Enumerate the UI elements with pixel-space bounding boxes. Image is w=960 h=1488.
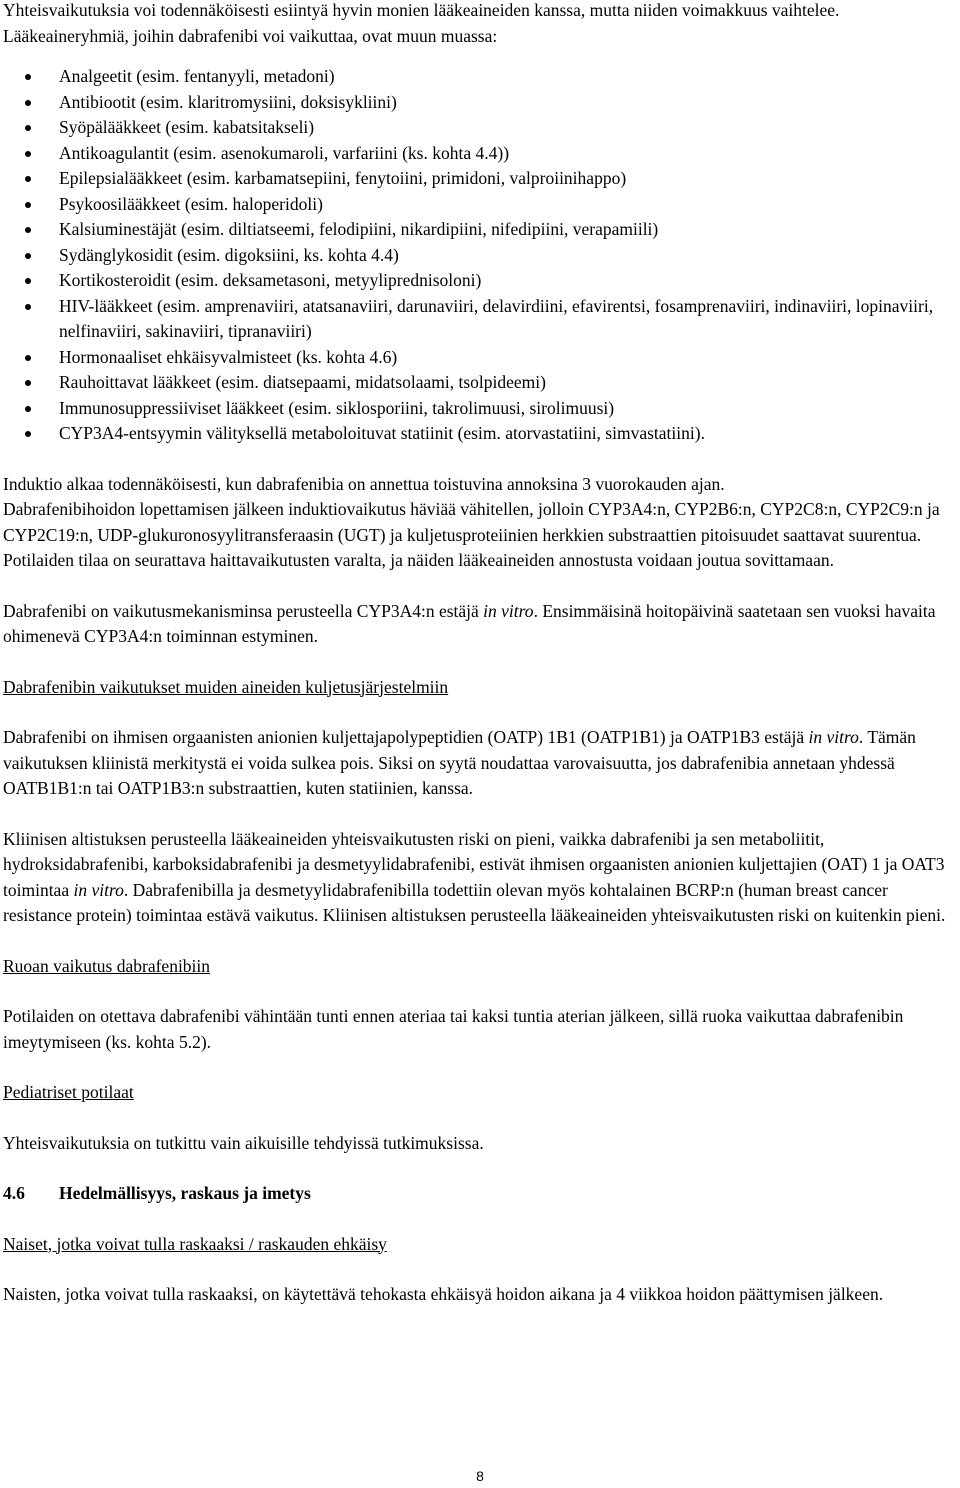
drug-group-item: Kalsiuminestäjät (esim. diltiatseemi, felodipiini, nikardipiini, nifedipiini, verapamiili) — [3, 217, 953, 243]
transport-2-text: Kliinisen altistuksen perusteella lääkeaineiden yhteisvaikutusten riski on pieni, vaikka dabrafenibi ja sen metaboliitit, hydroksidabrafenibi, karboksidabrafenibi ja desmetyylidabrafenibi, estivät ihmisen orgaanisten anionien kuljettajien (OAT) 1 ja OAT3 toimintaa — [3, 828, 945, 900]
food-paragraph: Potilaiden on otettava dabrafenibi vähintään tunti ennen ateriaa tai kaksi tuntia aterian jälkeen, sillä ruoka vaikuttaa dabrafenibin imeytymiseen (ks. kohta 5.2). — [3, 1006, 904, 1052]
drug-group-item: CYP3A4-entsyymin välityksellä metaboloituvat statiinit (esim. atorvastatiini, simvastatiini). — [3, 421, 953, 447]
transport-heading: Dabrafenibin vaikutukset muiden aineiden kuljetusjärjestelmiin — [3, 676, 449, 697]
drug-group-item: Epilepsialääkkeet (esim. karbamatsepiini, fenytoiini, primidoni, valproiinihappo) — [3, 166, 953, 192]
women-heading: Naiset, jotka voivat tulla raskaaksi / raskauden ehkäisy — [3, 1233, 387, 1254]
drug-group-item: Psykoosilääkkeet (esim. haloperidoli) — [3, 192, 953, 218]
section-number: 4.6 — [3, 1183, 25, 1203]
pediatric-paragraph: Yhteisvaikutuksia on tutkittu vain aikuisille tehdyissä tutkimuksissa. — [3, 1132, 484, 1153]
transport-2-in-vitro: in vitro — [73, 879, 124, 900]
induction-onset-text: Induktio alkaa todennäköisesti, kun dabrafenibia on annettua toistuvina annoksina 3 vuorokauden ajan. — [3, 473, 725, 494]
mechanism-in-vitro: in vitro — [483, 600, 534, 621]
section-title: Hedelmällisyys, raskaus ja imetys — [59, 1183, 311, 1203]
drug-group-item: Hormonaaliset ehkäisyvalmisteet (ks. kohta 4.6) — [3, 345, 953, 371]
drug-group-item: Rauhoittavat lääkkeet (esim. diatsepaami, midatsolaami, tsolpideemi) — [3, 370, 953, 396]
food-heading: Ruoan vaikutus dabrafenibiin — [3, 955, 211, 976]
drug-group-item: HIV-lääkkeet (esim. amprenaviiri, atatsanaviiri, darunaviiri, delavirdiini, efavirentsi, fosamprenaviiri, indinaviiri, lopinaviiri, nelfinaviiri, sakinaviiri, tipranaviiri) — [3, 294, 953, 345]
drug-group-list — [3, 64, 953, 447]
transport-1-text: Dabrafenibi on ihmisen orgaanisten anionien kuljettajapolypeptidien (OATP) 1B1 (OATP1B1) ja OATP1B3 estäjä — [3, 727, 809, 747]
intro-paragraph: Yhteisvaikutuksia voi todennäköisesti esiintyä hyvin monien lääkeaineiden kanssa, mutta niiden voimakkuus vaihtelee. Lääkeaineryhmiä, joihin dabrafenibi voi vaikuttaa, ovat muun muassa: — [3, 0, 840, 46]
drug-group-item: Kortikosteroidit (esim. deksametasoni, metyyliprednisoloni) — [3, 268, 953, 294]
mechanism-text: Dabrafenibi on vaikutusmekanisminsa perusteella CYP3A4:n estäjä — [3, 600, 484, 621]
drug-group-item: Antikoagulantit (esim. asenokumaroli, varfariini (ks. kohta 4.4)) — [3, 141, 953, 167]
transport-paragraph-1 — [3, 725, 953, 802]
drug-group-item: Sydänglykosidit (esim. digoksiini, ks. kohta 4.4) — [3, 243, 953, 269]
induction-offset-text: Dabrafenibihoidon lopettamisen jälkeen induktiovaikutus häviää vähitellen, jolloin CYP3A4:n, CYP2B6:n, CYP2C8:n, CYP2C9:n ja CYP2C19:n, UDP-glukuronosyylitransferaasin (UGT) ja kuljetusproteiinien herkkien substraattien pitoisuudet saattavat suurentua. Potilaiden tilaa on seurattava haittavaikutusten varalta, ja näiden lääkeaineiden annostusta voidaan joutua sovittamaan. — [3, 499, 940, 570]
women-paragraph: Naisten, jotka voivat tulla raskaaksi, on käytettävä tehokasta ehkäisyä hoidon aikana ja 4 viikkoa hoidon päättymisen jälkeen. — [3, 1284, 884, 1304]
transport-1-in-vitro: in vitro — [808, 727, 859, 747]
mechanism-paragraph — [3, 599, 953, 650]
drug-group-item: Immunosuppressiiviset lääkkeet (esim. siklosporiini, takrolimuusi, sirolimuusi) — [3, 396, 953, 422]
pediatric-heading: Pediatriset potilaat — [3, 1082, 134, 1102]
drug-group-item: Analgeetit (esim. fentanyyli, metadoni) — [3, 64, 953, 90]
mechanism-text-end: . Ensimmäisinä hoitopäivinä saatetaan sen vuoksi havaita ohimenevä CYP3A4:n toiminnan estyminen. — [3, 600, 936, 646]
section-heading — [3, 1181, 953, 1207]
induction-paragraph — [3, 472, 953, 574]
document-page — [3, 0, 953, 1308]
transport-1-text-end: . Tämän vaikutuksen kliinistä merkitystä ei voida sulkea pois. Siksi on syytä noudattaa varovaisuutta, jos dabrafenibia annetaan yhdessä OATB1B1:n tai OATP1B3:n substraattien, kuten statiinien, kanssa. — [3, 727, 916, 798]
drug-group-item: Syöpälääkkeet (esim. kabatsitakseli) — [3, 115, 953, 141]
drug-group-item: Antibiootit (esim. klaritromysiini, doksisykliini) — [3, 90, 953, 116]
page-number: 8 — [476, 1468, 484, 1484]
transport-paragraph-2 — [3, 827, 953, 929]
transport-2-text-end: . Dabrafenibilla ja desmetyylidabrafenibilla todettiin olevan myös kohtalainen BCRP:n (human breast cancer resistance protein) toimintaa estävä vaikutus. Kliinisen altistuksen perusteella lääkeaineiden yhteisvaikutusten riski on kuitenkin pieni. — [3, 879, 946, 925]
